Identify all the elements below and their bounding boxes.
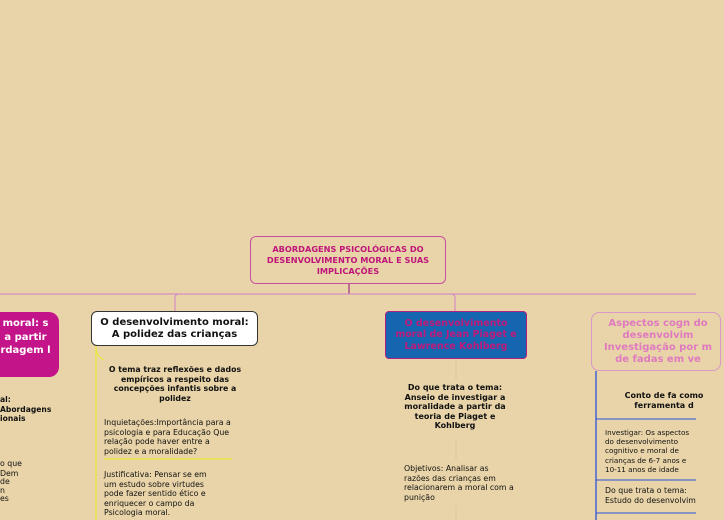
- aspects-topic-text[interactable]: Do que trata o tema: Estudo do desenvolvim: [605, 486, 696, 505]
- left-fragment-3: de: [0, 477, 10, 486]
- left-branch-title: moral: s a partir rdagem l: [0, 318, 51, 356]
- moral-intro-text[interactable]: O tema traz reflexões e dados empíricos a respeito das concepções infantis sobre a polidez: [108, 365, 242, 403]
- moral-inquietacoes-text[interactable]: Inquietações:Importância para a psicologia e para Educação Que relação pode haver entre a polidez e a moralidade?: [104, 418, 231, 456]
- moral-justificativa-text[interactable]: Justificativa: Pensar se em um estudo sobre virtudes pode fazer sentido ético e enriquecer o campo da Psicologia moral.: [104, 470, 207, 518]
- left-branch-node[interactable]: [0, 312, 59, 377]
- aspects-investigar-text[interactable]: Investigar: Os aspectos do desenvolvimento cognitivo e moral de crianças de 6-7 anos e 10-11 anos de idade: [605, 428, 690, 474]
- left-fragment-4: n: [0, 486, 5, 495]
- piaget-branch-node[interactable]: [385, 311, 527, 359]
- left-fragment-2: Dem: [0, 469, 19, 478]
- left-fragment-5: es: [0, 494, 9, 503]
- root-topic-title: ABORDAGENS PSICOLÓGICAS DO DESENVOLVIMENTO MORAL E SUAS IMPLICAÇÕES: [266, 243, 430, 276]
- aspects-branch-title: Aspectos cogn do desenvolvim Investigação por m de fadas em ve: [603, 318, 713, 365]
- aspects-branch-node[interactable]: [591, 312, 721, 371]
- aspects-subtitle-text[interactable]: Conto de fa como ferramenta d: [624, 391, 704, 410]
- moral-branch-title: O desenvolvimento moral: A polidez das crianças: [100, 316, 249, 340]
- moral-branch-node[interactable]: [91, 311, 258, 346]
- left-branch-subtitle: al: Abordagens ionais: [0, 395, 52, 424]
- piaget-branch-title: O desenvolvimento moral de Jean Piaget e Lawrence Kohlberg: [395, 317, 517, 352]
- piaget-topic-text[interactable]: Do que trata o tema: Anseio de investigar a moralidade a partir da teoria de Piaget e Kohlberg: [404, 383, 506, 431]
- root-topic-node[interactable]: [250, 236, 446, 284]
- left-fragment-1: o que: [0, 459, 22, 468]
- piaget-objetivos-text[interactable]: Objetivos: Analisar as razões das crianças em relacionarem a moral com a punição: [404, 464, 514, 502]
